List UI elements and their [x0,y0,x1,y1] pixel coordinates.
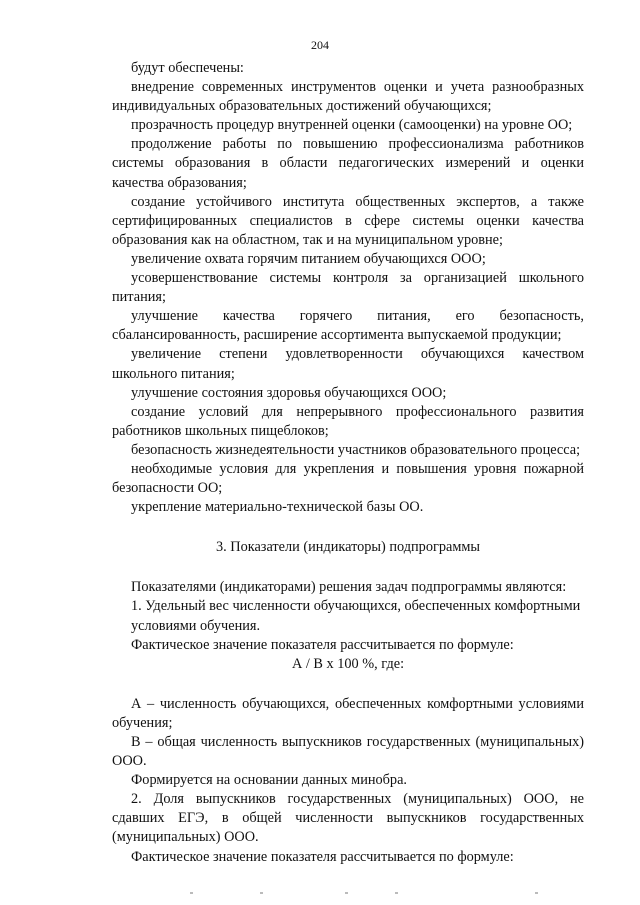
formula-intro-1: Фактическое значение показателя рассчитывается по формуле: [131,636,514,653]
formula-intro-2: Фактическое значение показателя рассчитывается по формуле: [131,848,514,865]
indicator-1: 1. Удельный вес численности обучающихся, обеспеченных комфортными [131,598,581,615]
scan-speck [395,892,398,894]
list-item: создание условий для непрерывного профессионального развития работников школьных пищеблоков; [112,403,584,439]
scan-specks [190,892,550,896]
list-item: увеличение охвата горячим питанием обучающихся ООО; [131,250,486,267]
list-item: внедрение современных инструментов оценки и учета разнообразных индивидуальных образовательных достижений обучающихся; [112,79,584,115]
page-body [112,59,584,867]
definition-b: В – общая численность выпускников государственных (муниципальных) ООО. [112,734,584,770]
indicator-2: 2. Доля выпускников государственных (муниципальных) ООО, не сдавших ЕГЭ, в общей численности выпускников государственных (муниципальных) ООО. [112,791,584,846]
spacer [112,674,584,695]
list-item: улучшение состояния здоровья обучающихся ООО; [131,384,447,401]
indicator-1-continuation: условиями обучения. [131,617,261,634]
list-item: увеличение степени удовлетворенности обучающихся качеством школьного питания; [112,346,584,382]
scan-speck [260,892,263,894]
list-item: создание устойчивого института общественных экспертов, а также сертифицированных специалистов в сфере системы оценки качества образования как на областном, так и на муниципальном уровне; [112,193,584,248]
scan-speck [535,892,538,894]
list-item: укрепление материально-технической базы ОО. [131,499,424,516]
scan-speck [190,892,193,894]
section-heading: 3. Показатели (индикаторы) подпрограммы [215,539,481,556]
paragraph-intro: будут обеспечены: [131,60,244,76]
list-item: усовершенствование системы контроля за организацией школьного питания; [112,270,584,306]
indicators-intro: Показателями (индикаторами) решения задач подпрограммы являются: [131,579,567,596]
scan-speck [345,892,348,894]
list-item: безопасность жизнедеятельности участников образовательного процесса; [131,441,581,458]
list-item: прозрачность процедур внутренней оценки (самооценки) на уровне ОО; [131,117,573,134]
page-number: 204 [311,38,329,52]
list-item: улучшение качества горячего питания, его безопасность, сбалансированность, расширение ассортимента выпускаемой продукции; [112,308,584,344]
formula-1: А / В х 100 %, где: [291,655,405,672]
list-item: продолжение работы по повышению профессионализма работников системы образования в области педагогических измерений и оценки качества образования; [112,136,584,191]
list-item: необходимые условия для укрепления и повышения уровня пожарной безопасности ОО; [112,460,584,497]
data-source: Формируется на основании данных минобра. [131,772,408,789]
definition-a: А – численность обучающихся, обеспеченных комфортными условиями обучения; [112,695,584,731]
